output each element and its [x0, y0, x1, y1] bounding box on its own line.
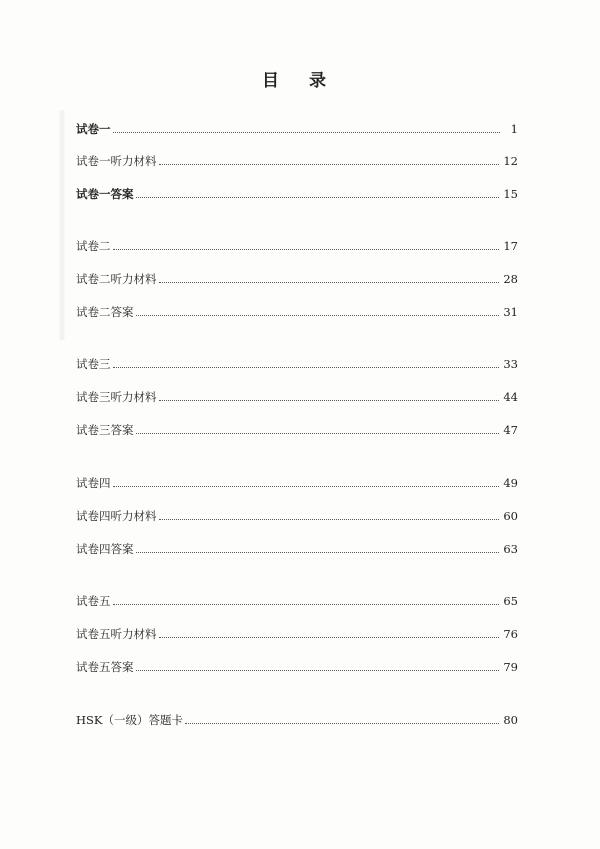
toc-entry[interactable] — [76, 303, 518, 321]
toc-entry-page: 33 — [503, 357, 518, 371]
dot-leader — [136, 551, 500, 553]
toc-entry[interactable] — [76, 592, 518, 610]
toc-entry-page: 12 — [503, 154, 518, 168]
toc-entry-page: 15 — [503, 187, 518, 201]
toc-entry-page: 49 — [503, 476, 518, 490]
toc-entry-page: 44 — [503, 390, 518, 404]
toc-entry-page: 28 — [503, 272, 518, 286]
toc-entry-page: 1 — [510, 122, 518, 136]
toc-entry[interactable] — [76, 658, 518, 676]
toc-entry-label: 试卷二答案 — [76, 305, 134, 319]
toc-entry-page: 31 — [503, 305, 518, 319]
dot-leader — [136, 432, 500, 434]
toc-entry-label: 试卷四听力材料 — [76, 509, 157, 523]
dot-leader — [113, 603, 500, 605]
toc-entry[interactable] — [76, 540, 518, 558]
toc-entry[interactable] — [76, 711, 518, 729]
toc-entry-label: 试卷四答案 — [76, 542, 134, 556]
dot-leader — [113, 485, 500, 487]
toc-entry-page: 76 — [503, 627, 518, 641]
dot-leader — [159, 281, 500, 283]
dot-leader — [136, 669, 500, 671]
toc-entry-page: 17 — [503, 239, 518, 253]
toc-entry[interactable] — [76, 237, 518, 255]
toc-entry-page: 63 — [503, 542, 518, 556]
scan-shadow — [58, 110, 66, 340]
toc-entry-label: 试卷三 — [76, 357, 111, 371]
dot-leader — [136, 314, 500, 316]
toc-entry-label: HSK（一级）答题卡 — [76, 713, 183, 727]
toc-entry[interactable] — [76, 152, 518, 170]
toc-entry[interactable] — [76, 388, 518, 406]
dot-leader — [159, 163, 500, 165]
toc-entry-label: 试卷四 — [76, 476, 111, 490]
toc-entry-page: 80 — [503, 713, 518, 727]
toc-entry[interactable] — [76, 625, 518, 643]
toc-entry-label: 试卷一 — [76, 122, 111, 136]
toc-entry-label: 试卷二听力材料 — [76, 272, 157, 286]
toc-entry[interactable] — [76, 120, 518, 138]
toc-entry[interactable] — [76, 507, 518, 525]
dot-leader — [113, 131, 501, 133]
toc-entry-label: 试卷三答案 — [76, 423, 134, 437]
toc-entry[interactable] — [76, 185, 518, 203]
toc-entry-label: 试卷一答案 — [76, 187, 134, 201]
toc-entry-page: 79 — [503, 660, 518, 674]
dot-leader — [185, 722, 499, 724]
dot-leader — [159, 636, 500, 638]
table-of-contents — [76, 0, 518, 849]
toc-entry-page: 60 — [503, 509, 518, 523]
dot-leader — [159, 399, 500, 401]
page-title: 目 录 — [262, 71, 338, 91]
toc-entry[interactable] — [76, 270, 518, 288]
toc-entry[interactable] — [76, 355, 518, 373]
dot-leader — [113, 248, 500, 250]
toc-entry-label: 试卷二 — [76, 239, 111, 253]
toc-entry-page: 65 — [503, 594, 518, 608]
toc-entry-label: 试卷五答案 — [76, 660, 134, 674]
dot-leader — [136, 196, 500, 198]
toc-entry-label: 试卷一听力材料 — [76, 154, 157, 168]
toc-entry[interactable] — [76, 421, 518, 439]
toc-entry-label: 试卷五 — [76, 594, 111, 608]
toc-entry-label: 试卷三听力材料 — [76, 390, 157, 404]
dot-leader — [113, 366, 500, 368]
toc-entry[interactable] — [76, 474, 518, 492]
toc-entry-label: 试卷五听力材料 — [76, 627, 157, 641]
toc-entry-page: 47 — [503, 423, 518, 437]
dot-leader — [159, 518, 500, 520]
